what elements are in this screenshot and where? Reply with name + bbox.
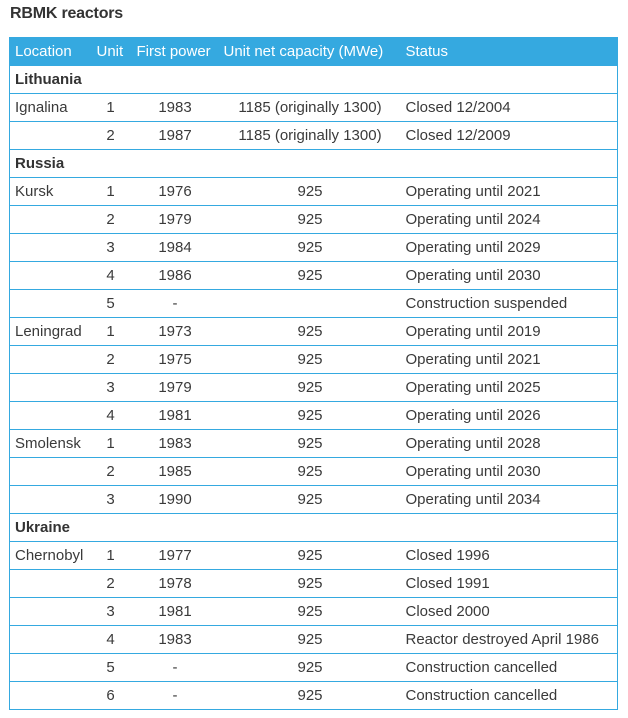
- cell-capacity: 925: [220, 570, 401, 598]
- cell-location: Chernobyl: [10, 542, 91, 570]
- country-label: Russia: [10, 150, 618, 178]
- cell-capacity: 925: [220, 458, 401, 486]
- country-row: [10, 66, 618, 94]
- cell-capacity: 925: [220, 178, 401, 206]
- cell-unit: 2: [91, 570, 131, 598]
- cell-location: [10, 402, 91, 430]
- cell-capacity: 925: [220, 318, 401, 346]
- cell-first-power: 1976: [131, 178, 220, 206]
- table-body: [10, 66, 618, 710]
- cell-location: [10, 206, 91, 234]
- header-first-power: First power: [131, 37, 220, 66]
- cell-first-power: 1978: [131, 570, 220, 598]
- cell-first-power: 1986: [131, 262, 220, 290]
- cell-location: [10, 374, 91, 402]
- table-row: [10, 430, 618, 458]
- cell-capacity: [220, 290, 401, 318]
- cell-capacity: 1185 (originally 1300): [220, 94, 401, 122]
- cell-unit: 1: [91, 542, 131, 570]
- cell-location: [10, 234, 91, 262]
- cell-status: Operating until 2021: [401, 346, 618, 374]
- cell-status: Operating until 2030: [401, 458, 618, 486]
- table-row: [10, 262, 618, 290]
- cell-first-power: -: [131, 290, 220, 318]
- cell-status: Operating until 2026: [401, 402, 618, 430]
- cell-unit: 2: [91, 458, 131, 486]
- cell-unit: 4: [91, 262, 131, 290]
- cell-capacity: 925: [220, 626, 401, 654]
- table-row: [10, 374, 618, 402]
- cell-location: [10, 486, 91, 514]
- cell-unit: 2: [91, 346, 131, 374]
- table-row: [10, 94, 618, 122]
- cell-status: Closed 1996: [401, 542, 618, 570]
- cell-location: [10, 570, 91, 598]
- cell-location: [10, 682, 91, 710]
- cell-location: Leningrad: [10, 318, 91, 346]
- cell-unit: 3: [91, 598, 131, 626]
- cell-unit: 2: [91, 122, 131, 150]
- cell-unit: 5: [91, 654, 131, 682]
- header-status: Status: [401, 37, 618, 66]
- cell-first-power: 1985: [131, 458, 220, 486]
- cell-unit: 1: [91, 318, 131, 346]
- cell-location: [10, 122, 91, 150]
- cell-location: Kursk: [10, 178, 91, 206]
- cell-first-power: 1987: [131, 122, 220, 150]
- cell-location: [10, 598, 91, 626]
- cell-unit: 3: [91, 234, 131, 262]
- cell-first-power: 1979: [131, 374, 220, 402]
- cell-unit: 2: [91, 206, 131, 234]
- table-row: [10, 122, 618, 150]
- cell-unit: 4: [91, 626, 131, 654]
- cell-first-power: -: [131, 654, 220, 682]
- cell-location: [10, 654, 91, 682]
- cell-first-power: 1984: [131, 234, 220, 262]
- table-row: [10, 318, 618, 346]
- table-row: [10, 598, 618, 626]
- cell-status: Construction suspended: [401, 290, 618, 318]
- cell-first-power: 1973: [131, 318, 220, 346]
- header-capacity: Unit net capacity (MWe): [220, 37, 401, 66]
- cell-location: Ignalina: [10, 94, 91, 122]
- cell-unit: 1: [91, 178, 131, 206]
- cell-first-power: 1990: [131, 486, 220, 514]
- cell-status: Reactor destroyed April 1986: [401, 626, 618, 654]
- page-title: RBMK reactors: [10, 5, 123, 22]
- cell-status: Operating until 2024: [401, 206, 618, 234]
- cell-first-power: 1981: [131, 598, 220, 626]
- cell-location: [10, 290, 91, 318]
- cell-capacity: 925: [220, 486, 401, 514]
- table-header: [10, 37, 618, 66]
- table-row: [10, 570, 618, 598]
- cell-capacity: 925: [220, 654, 401, 682]
- cell-location: [10, 346, 91, 374]
- cell-capacity: 925: [220, 234, 401, 262]
- cell-capacity: 925: [220, 374, 401, 402]
- reactors-table: [9, 37, 618, 710]
- cell-status: Closed 12/2009: [401, 122, 618, 150]
- cell-first-power: 1979: [131, 206, 220, 234]
- table-row: [10, 626, 618, 654]
- table-row: [10, 402, 618, 430]
- cell-unit: 6: [91, 682, 131, 710]
- cell-capacity: 925: [220, 542, 401, 570]
- table-row: [10, 458, 618, 486]
- cell-unit: 3: [91, 486, 131, 514]
- cell-capacity: 925: [220, 346, 401, 374]
- cell-unit: 1: [91, 94, 131, 122]
- cell-first-power: -: [131, 682, 220, 710]
- country-row: [10, 514, 618, 542]
- cell-status: Operating until 2021: [401, 178, 618, 206]
- cell-location: [10, 262, 91, 290]
- country-label: Lithuania: [10, 66, 618, 94]
- table-row: [10, 234, 618, 262]
- cell-status: Operating until 2029: [401, 234, 618, 262]
- table-row: [10, 206, 618, 234]
- cell-first-power: 1981: [131, 402, 220, 430]
- cell-location: [10, 626, 91, 654]
- country-label: Ukraine: [10, 514, 618, 542]
- cell-first-power: 1977: [131, 542, 220, 570]
- cell-capacity: 925: [220, 262, 401, 290]
- cell-status: Closed 12/2004: [401, 94, 618, 122]
- table-row: [10, 178, 618, 206]
- table-row: [10, 654, 618, 682]
- cell-capacity: 1185 (originally 1300): [220, 122, 401, 150]
- cell-status: Operating until 2034: [401, 486, 618, 514]
- table-row: [10, 682, 618, 710]
- table-row: [10, 486, 618, 514]
- cell-status: Construction cancelled: [401, 654, 618, 682]
- cell-unit: 3: [91, 374, 131, 402]
- cell-status: Closed 2000: [401, 598, 618, 626]
- cell-status: Operating until 2028: [401, 430, 618, 458]
- cell-status: Operating until 2019: [401, 318, 618, 346]
- cell-unit: 4: [91, 402, 131, 430]
- table-row: [10, 346, 618, 374]
- cell-location: [10, 458, 91, 486]
- cell-first-power: 1983: [131, 430, 220, 458]
- cell-location: Smolensk: [10, 430, 91, 458]
- cell-capacity: 925: [220, 206, 401, 234]
- cell-status: Operating until 2025: [401, 374, 618, 402]
- cell-unit: 1: [91, 430, 131, 458]
- cell-status: Construction cancelled: [401, 682, 618, 710]
- header-unit: Unit: [91, 37, 131, 66]
- table-row: [10, 290, 618, 318]
- cell-capacity: 925: [220, 682, 401, 710]
- cell-capacity: 925: [220, 430, 401, 458]
- header-row: [10, 37, 618, 66]
- cell-unit: 5: [91, 290, 131, 318]
- table-row: [10, 542, 618, 570]
- cell-first-power: 1983: [131, 94, 220, 122]
- cell-capacity: 925: [220, 598, 401, 626]
- cell-first-power: 1983: [131, 626, 220, 654]
- country-row: [10, 150, 618, 178]
- header-location: Location: [10, 37, 91, 66]
- cell-status: Operating until 2030: [401, 262, 618, 290]
- cell-status: Closed 1991: [401, 570, 618, 598]
- cell-capacity: 925: [220, 402, 401, 430]
- cell-first-power: 1975: [131, 346, 220, 374]
